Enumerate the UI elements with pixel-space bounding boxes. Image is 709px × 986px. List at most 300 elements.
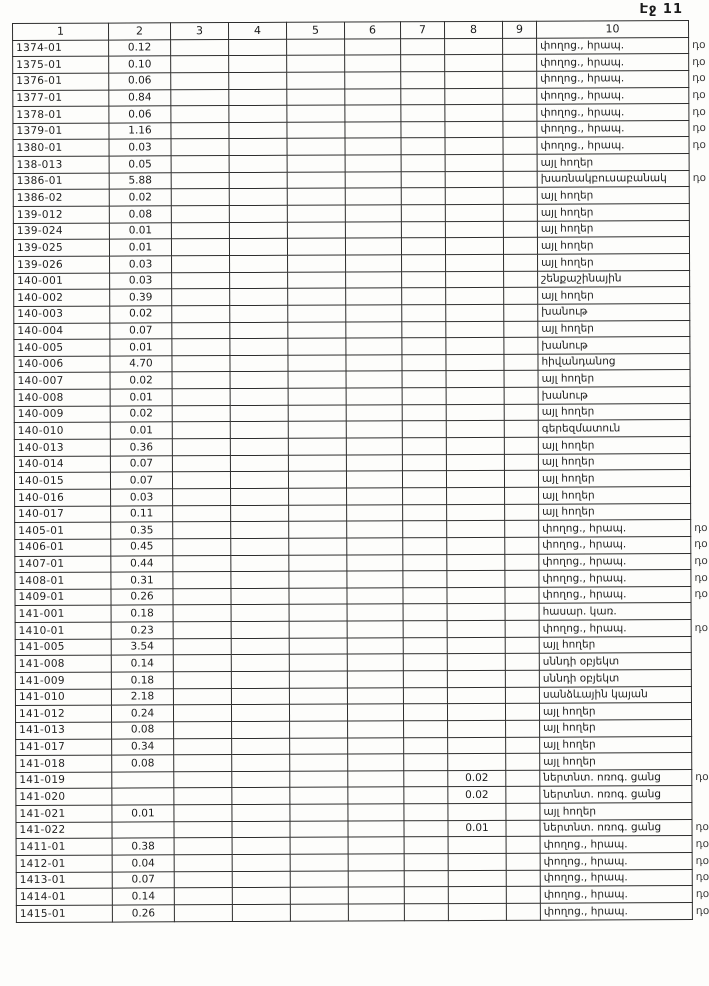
empty-cell bbox=[346, 255, 402, 272]
empty-cell bbox=[289, 704, 347, 721]
irrigation-area-cell bbox=[447, 487, 505, 504]
empty-cell bbox=[348, 904, 404, 921]
empty-cell bbox=[173, 538, 231, 555]
empty-cell bbox=[288, 322, 346, 339]
empty-cell bbox=[402, 271, 446, 288]
area-cell: 0.07 bbox=[112, 871, 174, 888]
empty-cell bbox=[172, 339, 230, 356]
empty-cell bbox=[345, 172, 401, 189]
empty-cell bbox=[401, 238, 445, 255]
empty-cell bbox=[287, 188, 345, 205]
code-cell: 1376-01 bbox=[13, 73, 109, 90]
empty-cell bbox=[505, 604, 539, 621]
landuse-cell: խանութ bbox=[538, 337, 690, 354]
area-cell: 0.14 bbox=[111, 655, 173, 672]
code-cell: 1386-02 bbox=[13, 189, 109, 206]
empty-cell bbox=[174, 788, 232, 805]
landuse-cell: այլ հողեր bbox=[540, 753, 692, 770]
empty-cell bbox=[232, 738, 290, 755]
empty-cell bbox=[171, 89, 229, 106]
landuse-cell: խառնակբուսաբանակ bbox=[537, 170, 689, 187]
empty-cell bbox=[402, 288, 446, 305]
empty-cell bbox=[401, 205, 445, 222]
empty-cell bbox=[230, 305, 288, 322]
code-cell: 141-017 bbox=[16, 739, 112, 756]
landuse-cell: փողոց., հրապ. bbox=[539, 536, 691, 553]
code-cell: 140-014 bbox=[14, 456, 110, 473]
empty-cell bbox=[229, 72, 287, 89]
irrigation-area-cell bbox=[446, 387, 504, 404]
margin-note bbox=[690, 353, 708, 370]
code-cell: 1412-01 bbox=[16, 855, 112, 872]
landuse-cell: այլ հողեր bbox=[537, 154, 689, 171]
data-table bbox=[12, 20, 709, 923]
margin-note: դօ bbox=[692, 105, 706, 118]
code-cell: 138-013 bbox=[13, 156, 109, 173]
code-cell: 141-019 bbox=[16, 772, 112, 789]
empty-cell bbox=[347, 638, 403, 655]
empty-cell bbox=[404, 787, 448, 804]
empty-cell bbox=[402, 388, 446, 405]
empty-cell bbox=[288, 388, 346, 405]
irrigation-area-cell bbox=[447, 604, 505, 621]
empty-cell bbox=[287, 55, 345, 72]
area-cell: 0.39 bbox=[110, 289, 172, 306]
empty-cell bbox=[403, 521, 447, 538]
empty-cell bbox=[173, 638, 231, 655]
code-cell: 140-008 bbox=[14, 389, 110, 406]
area-cell: 0.18 bbox=[111, 605, 173, 622]
empty-cell bbox=[401, 55, 445, 72]
code-cell: 141-013 bbox=[16, 722, 112, 739]
area-cell: 0.01 bbox=[109, 222, 171, 239]
empty-cell bbox=[288, 405, 346, 422]
code-cell: 139-026 bbox=[14, 256, 110, 273]
table-row bbox=[16, 902, 709, 922]
area-cell: 0.07 bbox=[110, 455, 172, 472]
area-cell: 0.26 bbox=[112, 905, 174, 922]
empty-cell bbox=[505, 554, 539, 571]
margin-note bbox=[691, 503, 709, 520]
area-cell: 0.12 bbox=[109, 39, 171, 56]
code-cell: 1409-01 bbox=[15, 589, 111, 606]
margin-note bbox=[692, 736, 709, 753]
empty-cell bbox=[174, 771, 232, 788]
empty-cell bbox=[229, 189, 287, 206]
empty-cell bbox=[401, 72, 445, 89]
empty-cell bbox=[230, 338, 288, 355]
header-cell: 5 bbox=[286, 22, 344, 39]
landuse-cell: փողոց., հրապ. bbox=[539, 570, 691, 587]
empty-cell bbox=[346, 271, 402, 288]
empty-cell bbox=[403, 654, 447, 671]
empty-cell bbox=[171, 172, 229, 189]
empty-cell bbox=[404, 737, 448, 754]
margin-spacer bbox=[688, 20, 706, 37]
empty-cell bbox=[171, 156, 229, 173]
empty-cell bbox=[505, 520, 539, 537]
landuse-cell: փողոց., հրապ. bbox=[537, 54, 689, 71]
margin-note: դօ bbox=[695, 821, 709, 834]
area-cell: 0.06 bbox=[109, 73, 171, 90]
empty-cell bbox=[172, 439, 230, 456]
area-cell: 0.06 bbox=[109, 106, 171, 123]
empty-cell bbox=[503, 54, 537, 71]
empty-cell bbox=[290, 887, 348, 904]
area-cell: 0.38 bbox=[112, 838, 174, 855]
empty-cell bbox=[506, 720, 540, 737]
empty-cell bbox=[229, 139, 287, 156]
empty-cell bbox=[290, 788, 348, 805]
area-cell: 0.04 bbox=[112, 855, 174, 872]
empty-cell bbox=[347, 504, 403, 521]
empty-cell bbox=[174, 905, 232, 922]
empty-cell bbox=[506, 803, 540, 820]
landuse-cell: այլ հողեր bbox=[537, 220, 689, 237]
header-cell: 7 bbox=[400, 22, 444, 39]
margin-note: դօ bbox=[695, 854, 709, 867]
irrigation-area-cell bbox=[445, 138, 503, 155]
margin-note bbox=[691, 636, 709, 653]
empty-cell bbox=[346, 355, 402, 372]
empty-cell bbox=[506, 837, 540, 854]
code-cell: 1414-01 bbox=[16, 888, 112, 905]
landuse-cell: այլ հողեր bbox=[540, 736, 692, 753]
header-cell: 1 bbox=[13, 23, 109, 40]
header-cell: 8 bbox=[444, 21, 502, 38]
empty-cell bbox=[290, 837, 348, 854]
empty-cell bbox=[172, 389, 230, 406]
empty-cell bbox=[173, 605, 231, 622]
empty-cell bbox=[404, 721, 448, 738]
empty-cell bbox=[404, 820, 448, 837]
irrigation-area-cell bbox=[445, 71, 503, 88]
landuse-cell: այլ հողեր bbox=[538, 437, 690, 454]
header-cell: 9 bbox=[502, 21, 536, 38]
empty-cell bbox=[172, 472, 230, 489]
code-cell: 1408-01 bbox=[15, 572, 111, 589]
empty-cell bbox=[231, 605, 289, 622]
area-cell: 0.24 bbox=[111, 705, 173, 722]
empty-cell bbox=[230, 255, 288, 272]
code-cell: 140-004 bbox=[14, 323, 110, 340]
irrigation-area-cell bbox=[446, 321, 504, 338]
empty-cell bbox=[288, 371, 346, 388]
area-cell: 0.02 bbox=[110, 306, 172, 323]
empty-cell bbox=[230, 455, 288, 472]
irrigation-area-cell bbox=[445, 221, 503, 238]
area-cell: 0.01 bbox=[112, 805, 174, 822]
empty-cell bbox=[173, 655, 231, 672]
empty-cell bbox=[174, 805, 232, 822]
empty-cell bbox=[289, 588, 347, 605]
empty-cell bbox=[347, 671, 403, 688]
area-cell: 0.08 bbox=[109, 206, 171, 223]
empty-cell bbox=[348, 887, 404, 904]
area-cell: 0.44 bbox=[111, 555, 173, 572]
area-cell: 0.05 bbox=[109, 156, 171, 173]
margin-note bbox=[691, 603, 709, 620]
empty-cell bbox=[231, 522, 289, 539]
area-cell: 0.03 bbox=[110, 272, 172, 289]
empty-cell bbox=[348, 787, 404, 804]
empty-cell bbox=[288, 421, 346, 438]
empty-cell bbox=[504, 304, 538, 321]
empty-cell bbox=[345, 205, 401, 222]
landuse-cell: գերեզմատուն bbox=[538, 420, 690, 437]
empty-cell bbox=[347, 588, 403, 605]
code-cell: 140-002 bbox=[14, 289, 110, 306]
margin-note bbox=[690, 470, 708, 487]
empty-cell bbox=[403, 587, 447, 604]
empty-cell bbox=[506, 887, 540, 904]
empty-cell bbox=[232, 821, 290, 838]
code-cell: 141-022 bbox=[16, 822, 112, 839]
empty-cell bbox=[503, 221, 537, 238]
table-body bbox=[13, 37, 709, 922]
margin-note: դօ bbox=[692, 89, 706, 102]
area-cell: 0.36 bbox=[110, 439, 172, 456]
empty-cell bbox=[346, 405, 402, 422]
empty-cell bbox=[403, 571, 447, 588]
margin-note: դօ bbox=[694, 538, 708, 551]
landuse-cell: փողոց., հրապ. bbox=[540, 886, 692, 903]
empty-cell bbox=[347, 704, 403, 721]
irrigation-area-cell bbox=[445, 55, 503, 72]
landuse-cell: փողոց., հրապ. bbox=[539, 620, 691, 637]
landuse-cell: այլ հողեր bbox=[538, 320, 690, 337]
area-cell: 0.35 bbox=[111, 522, 173, 539]
area-cell: 0.08 bbox=[112, 722, 174, 739]
landuse-cell: այլ հողեր bbox=[539, 636, 691, 653]
margin-note bbox=[690, 320, 708, 337]
irrigation-area-cell bbox=[446, 254, 504, 271]
empty-cell bbox=[289, 688, 347, 705]
area-cell: 0.01 bbox=[110, 422, 172, 439]
area-cell bbox=[112, 788, 174, 805]
empty-cell bbox=[504, 421, 538, 438]
landuse-cell: այլ հողեր bbox=[537, 204, 689, 221]
irrigation-area-cell bbox=[447, 654, 505, 671]
empty-cell bbox=[346, 438, 402, 455]
empty-cell bbox=[289, 621, 347, 638]
margin-note bbox=[690, 270, 708, 287]
empty-cell bbox=[172, 322, 230, 339]
empty-cell bbox=[402, 421, 446, 438]
empty-cell bbox=[173, 705, 231, 722]
landuse-cell: փողոց., հրապ. bbox=[537, 104, 689, 121]
empty-cell bbox=[503, 171, 537, 188]
code-cell: 141-001 bbox=[15, 605, 111, 622]
empty-cell bbox=[345, 105, 401, 122]
empty-cell bbox=[230, 438, 288, 455]
margin-note: դօ bbox=[695, 771, 709, 784]
empty-cell bbox=[232, 838, 290, 855]
empty-cell bbox=[403, 488, 447, 505]
code-cell: 1380-01 bbox=[13, 140, 109, 157]
empty-cell bbox=[290, 738, 348, 755]
empty-cell bbox=[171, 106, 229, 123]
margin-note bbox=[690, 287, 708, 304]
code-cell: 1410-01 bbox=[15, 622, 111, 639]
landuse-cell: խանութ bbox=[538, 387, 690, 404]
empty-cell bbox=[503, 154, 537, 171]
empty-cell bbox=[504, 254, 538, 271]
empty-cell bbox=[171, 39, 229, 56]
empty-cell bbox=[232, 788, 290, 805]
empty-cell bbox=[505, 620, 539, 637]
empty-cell bbox=[231, 688, 289, 705]
empty-cell bbox=[173, 672, 231, 689]
empty-cell bbox=[504, 371, 538, 388]
empty-cell bbox=[229, 56, 287, 73]
area-cell: 0.01 bbox=[110, 389, 172, 406]
empty-cell bbox=[174, 755, 232, 772]
empty-cell bbox=[504, 404, 538, 421]
margin-note: դօ bbox=[694, 555, 708, 568]
empty-cell bbox=[504, 387, 538, 404]
empty-cell bbox=[345, 72, 401, 89]
empty-cell bbox=[345, 155, 401, 172]
empty-cell bbox=[403, 671, 447, 688]
empty-cell bbox=[230, 372, 288, 389]
empty-cell bbox=[403, 537, 447, 554]
empty-cell bbox=[172, 455, 230, 472]
empty-cell bbox=[402, 438, 446, 455]
empty-cell bbox=[403, 704, 447, 721]
landuse-cell: փողոց., հրապ. bbox=[539, 520, 691, 537]
margin-note: դօ bbox=[694, 521, 708, 534]
empty-cell bbox=[506, 903, 540, 920]
empty-cell bbox=[402, 454, 446, 471]
empty-cell bbox=[288, 288, 346, 305]
empty-cell bbox=[503, 188, 537, 205]
landuse-cell: այլ հողեր bbox=[538, 370, 690, 387]
empty-cell bbox=[506, 787, 540, 804]
irrigation-area-cell bbox=[446, 471, 504, 488]
empty-cell bbox=[287, 222, 345, 239]
area-cell: 3.54 bbox=[111, 639, 173, 656]
empty-cell bbox=[232, 771, 290, 788]
empty-cell bbox=[346, 388, 402, 405]
empty-cell bbox=[287, 139, 345, 156]
empty-cell bbox=[174, 738, 232, 755]
irrigation-area-cell bbox=[445, 88, 503, 105]
code-cell: 139-025 bbox=[13, 239, 109, 256]
landuse-cell: սննդի օբյեկտ bbox=[539, 653, 691, 670]
landuse-cell: այլ հողեր bbox=[537, 187, 689, 204]
landuse-cell: փողոց., հրապ. bbox=[539, 553, 691, 570]
margin-note: դօ bbox=[695, 837, 709, 850]
code-cell: 1375-01 bbox=[13, 56, 109, 73]
code-cell: 1406-01 bbox=[15, 539, 111, 556]
empty-cell bbox=[174, 838, 232, 855]
landuse-cell: շենքաշինային bbox=[538, 270, 690, 287]
empty-cell bbox=[287, 205, 345, 222]
margin-note bbox=[690, 337, 708, 354]
irrigation-area-cell bbox=[447, 670, 505, 687]
empty-cell bbox=[346, 371, 402, 388]
empty-cell bbox=[345, 55, 401, 72]
empty-cell bbox=[231, 655, 289, 672]
code-cell: 141-020 bbox=[16, 789, 112, 806]
margin-note: դօ bbox=[694, 571, 708, 584]
empty-cell bbox=[504, 471, 538, 488]
empty-cell bbox=[506, 770, 540, 787]
code-cell: 1413-01 bbox=[16, 872, 112, 889]
empty-cell bbox=[230, 322, 288, 339]
area-cell: 0.02 bbox=[110, 406, 172, 423]
landuse-cell: ներտնտ. ոռոգ. ցանց bbox=[540, 819, 692, 836]
irrigation-area-cell bbox=[445, 188, 503, 205]
empty-cell bbox=[287, 122, 345, 139]
irrigation-area-cell bbox=[445, 204, 503, 221]
area-cell: 0.45 bbox=[111, 539, 173, 556]
empty-cell bbox=[173, 588, 231, 605]
empty-cell bbox=[404, 870, 448, 887]
empty-cell bbox=[348, 737, 404, 754]
area-cell: 0.34 bbox=[112, 738, 174, 755]
empty-cell bbox=[288, 438, 346, 455]
empty-cell bbox=[231, 671, 289, 688]
empty-cell bbox=[404, 904, 448, 921]
empty-cell bbox=[403, 554, 447, 571]
empty-cell bbox=[288, 355, 346, 372]
empty-cell bbox=[231, 638, 289, 655]
area-cell: 0.23 bbox=[111, 622, 173, 639]
irrigation-area-cell bbox=[448, 837, 506, 854]
irrigation-area-cell bbox=[446, 288, 504, 305]
empty-cell bbox=[290, 771, 348, 788]
empty-cell bbox=[171, 122, 229, 139]
empty-cell bbox=[172, 422, 230, 439]
empty-cell bbox=[232, 904, 290, 921]
empty-cell bbox=[172, 355, 230, 372]
empty-cell bbox=[173, 505, 231, 522]
code-cell: 140-001 bbox=[14, 273, 110, 290]
empty-cell bbox=[504, 271, 538, 288]
empty-cell bbox=[346, 471, 402, 488]
area-cell: 0.07 bbox=[110, 322, 172, 339]
empty-cell bbox=[403, 504, 447, 521]
margin-note bbox=[689, 204, 707, 221]
empty-cell bbox=[348, 821, 404, 838]
empty-cell bbox=[289, 671, 347, 688]
irrigation-area-cell bbox=[447, 687, 505, 704]
irrigation-area-cell bbox=[446, 437, 504, 454]
area-cell: 0.02 bbox=[109, 189, 171, 206]
area-cell: 0.14 bbox=[112, 888, 174, 905]
empty-cell bbox=[345, 238, 401, 255]
empty-cell bbox=[506, 853, 540, 870]
empty-cell bbox=[230, 472, 288, 489]
landuse-cell: փողոց., հրապ. bbox=[539, 586, 691, 603]
landuse-cell: այլ հողեր bbox=[539, 703, 691, 720]
empty-cell bbox=[171, 189, 229, 206]
landuse-cell: հիվանդանոց bbox=[538, 353, 690, 370]
irrigation-area-cell bbox=[447, 521, 505, 538]
area-cell: 0.03 bbox=[110, 256, 172, 273]
empty-cell bbox=[171, 239, 229, 256]
empty-cell bbox=[172, 372, 230, 389]
landuse-cell: հասար. կառ. bbox=[539, 603, 691, 620]
code-cell: 1378-01 bbox=[13, 106, 109, 123]
irrigation-area-cell bbox=[445, 105, 503, 122]
irrigation-area-cell bbox=[447, 704, 505, 721]
empty-cell bbox=[230, 289, 288, 306]
empty-cell bbox=[504, 454, 538, 471]
empty-cell bbox=[346, 321, 402, 338]
